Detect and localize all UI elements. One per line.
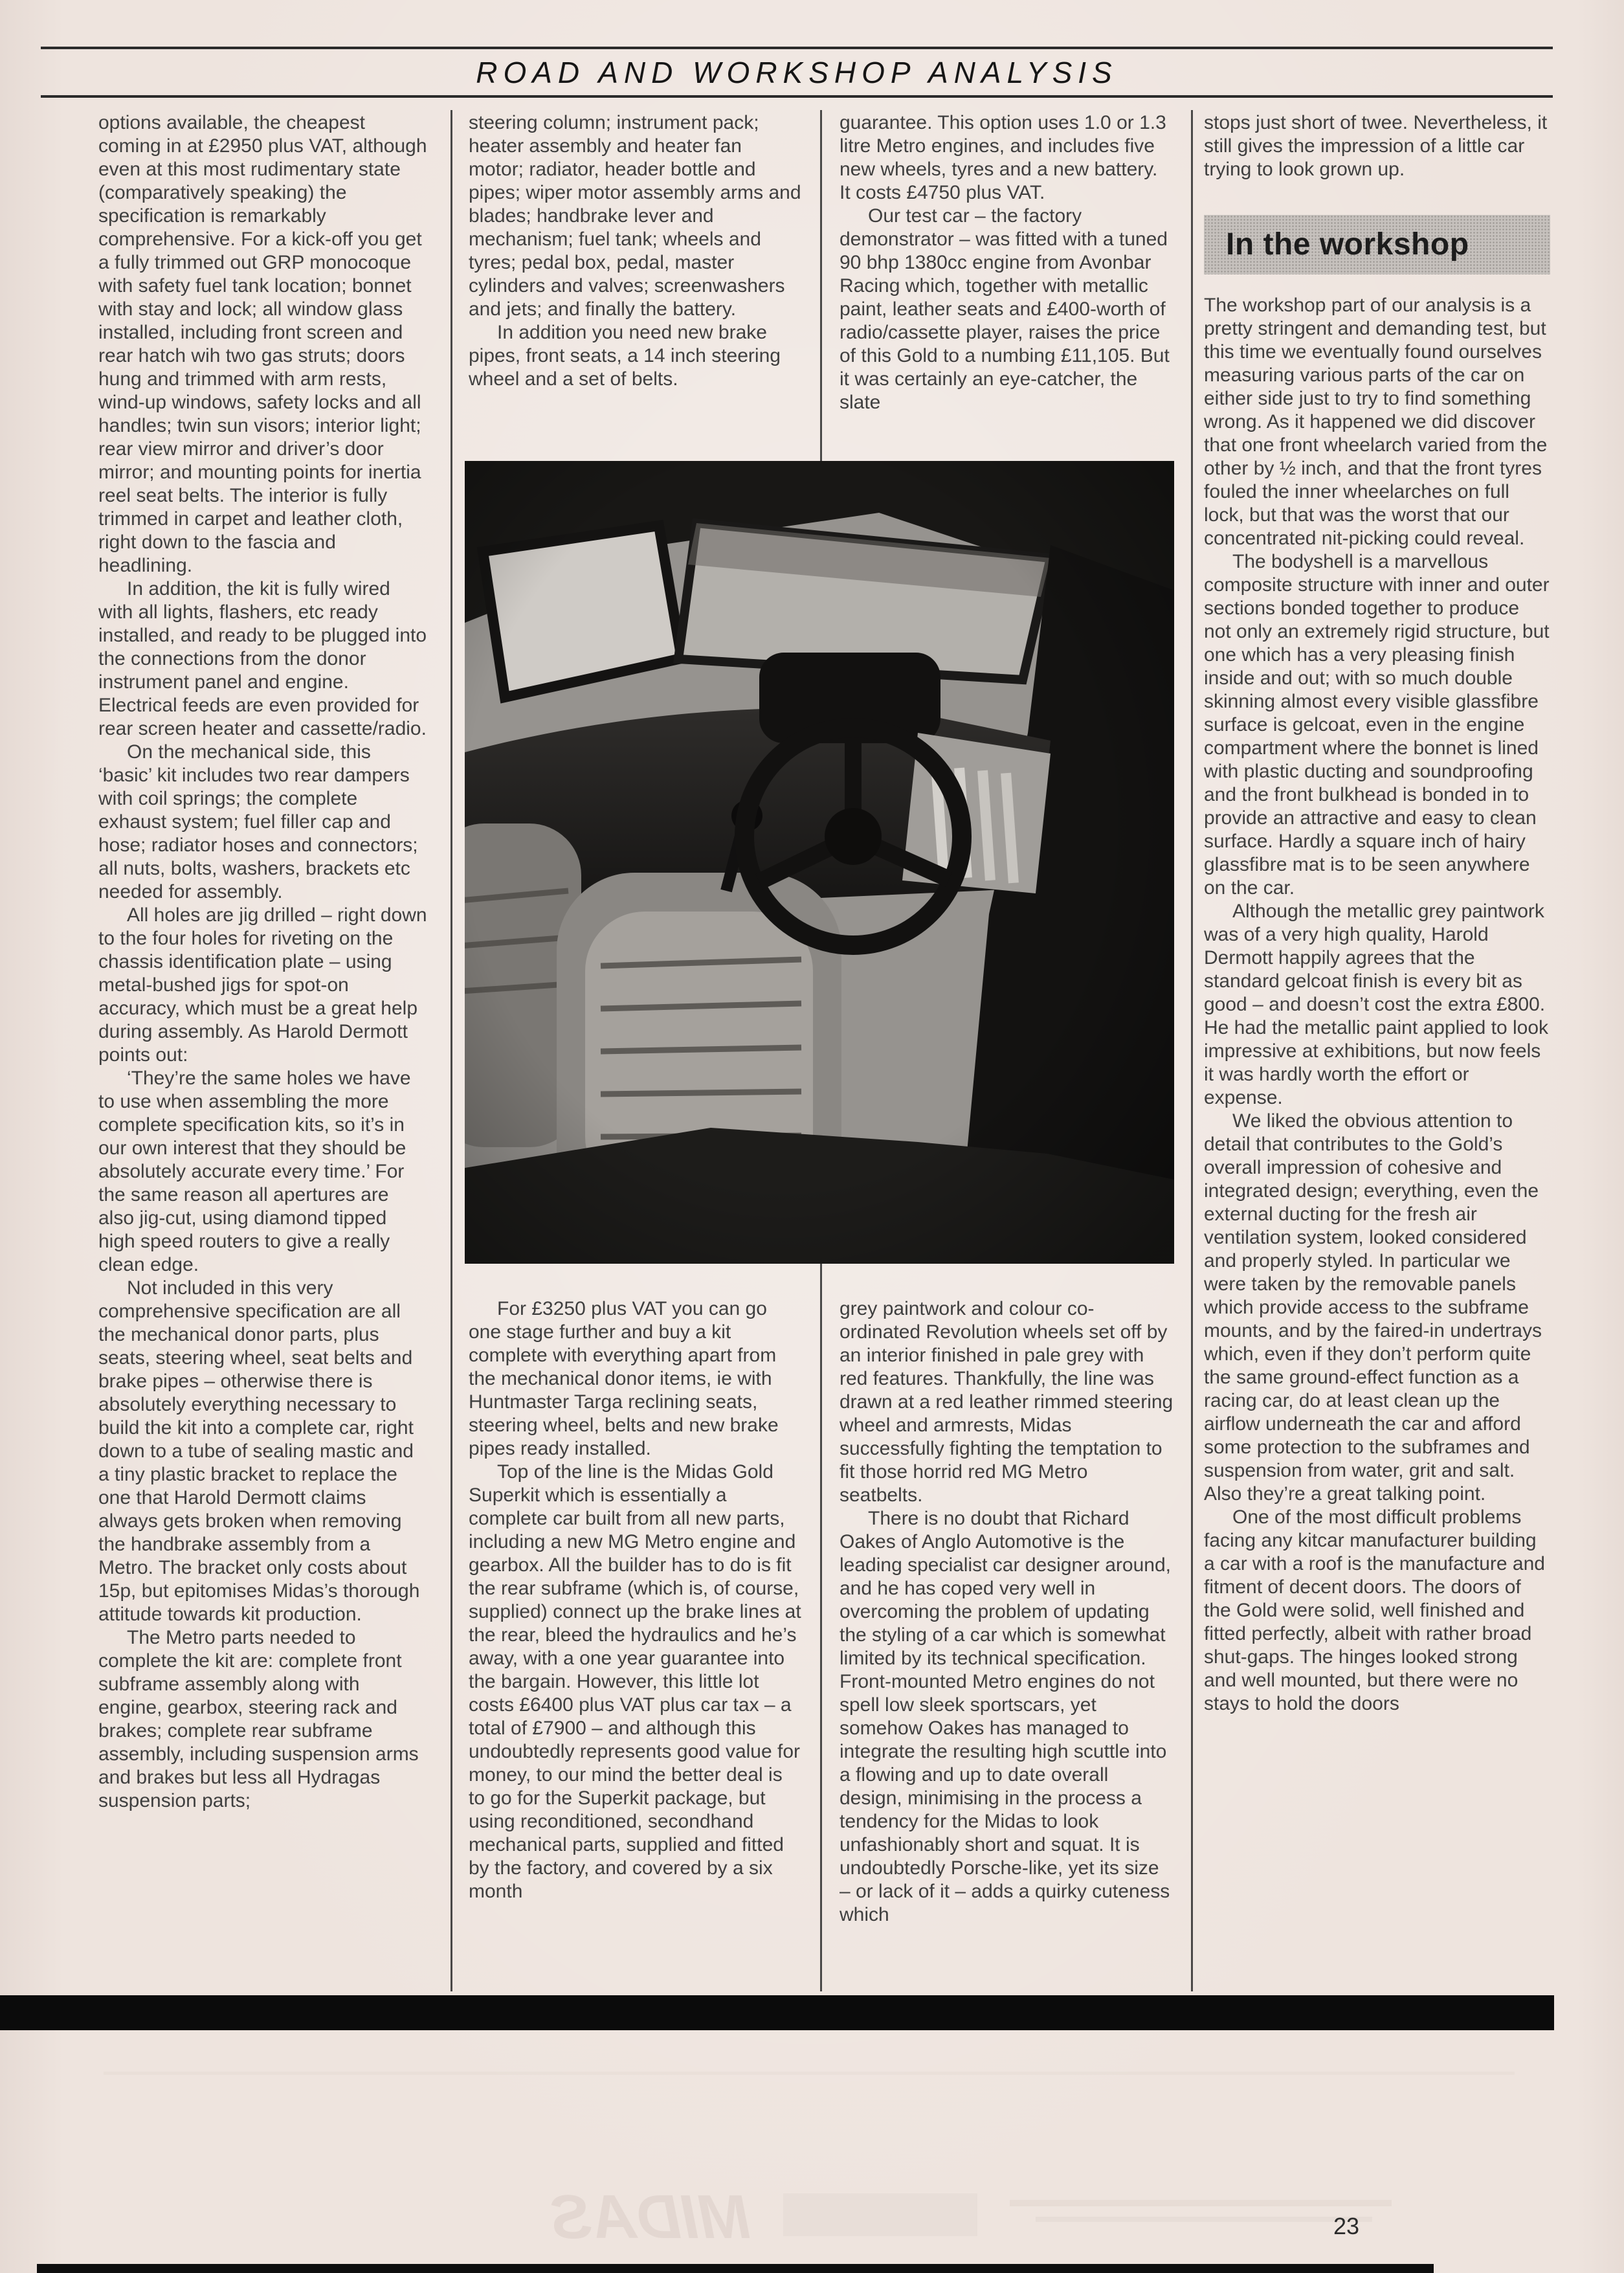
section-heading: In the workshop bbox=[1226, 227, 1469, 262]
paragraph: One of the most difficult problems facing any kitcar manufacturer building a car with a roof is the manufacture and fitment of decent doors. The doors of the Gold were solid, well finished and fitted perfectly, albeit with rather broad shut-gaps. The hinges looked strong and well mounted, but there were no stays to hold the doors bbox=[1204, 1506, 1545, 1714]
header-rule-bottom bbox=[41, 95, 1553, 98]
column-4 bbox=[1204, 111, 1550, 1989]
column-2-top bbox=[469, 111, 801, 458]
paragraph: options available, the cheapest coming in at £2950 plus VAT, although even at this most rudimentary state (comparatively speaking) the specification is remarkably comprehensive. For a kick-off you get a fully trimmed out GRP monocoque with safety fuel tank location; bonnet with stay and lock; all window glass installed, including front screen and rear hatch wih two gas struts; doors hung and trimmed with arm rests, wind-up windows, safety locks and all handles; twin sun visors; interior light; rear view mirror and driver’s door mirror; and mounting points for inertia reel seat belts. The interior is fully trimmed in carpet and leather cloth, right down to the fascia and headlining. bbox=[98, 112, 427, 576]
paragraph: steering column; instrument pack; heater assembly and heater fan motor; radiator, header bottle and pipes; wiper motor assembly arms and blades; handbrake lever and mechanism; fuel tank; wheels and tyres; pedal box, pedal, master cylinders and valves; screenwashers and jets; and finally the battery. bbox=[469, 112, 801, 320]
showthrough-smudge bbox=[1010, 2200, 1392, 2206]
showthrough-ghost: MIDAS bbox=[550, 2182, 751, 2252]
page-title: ROAD AND WORKSHOP ANALYSIS bbox=[476, 56, 1118, 89]
column-2-bottom bbox=[469, 1297, 801, 1990]
page-number: 23 bbox=[1333, 2213, 1360, 2239]
car-interior-illustration bbox=[465, 461, 1174, 1264]
bottom-edge-black-bar bbox=[37, 2264, 1434, 2273]
paragraph: We liked the obvious attention to detail that contributes to the Gold’s overall impression of cohesive and integrated design; everything, even the external ducting for the fresh air ventilation system, looked considered and properly styled. In particular we were taken by the removable panels which provide access to the subframe mounts, and by the faired-in undertrays which, even if they don’t perform quite the same ground-effect function as a racing car, do at least clean up the airflow underneath the car and afford some protection to the subframes and suspension from water, grit and salt. Also they’re a great talking point. bbox=[1204, 1110, 1542, 1505]
paragraph: Although the metallic grey paintwork was of a very high quality, Harold Dermott happily agrees that the standard gelcoat finish is every bit as good – and doesn’t cost the extra £800. He had the metallic paint applied to look impressive at exhibitions, but now feels it was hardly worth the effort or expense. bbox=[1204, 901, 1549, 1108]
paragraph: The bodyshell is a marvellous composite structure with inner and outer sections bonded together to produce not only an extremely rigid structure, but one which has a very pleasing finish inside and out; with so much double skinning almost every visible glassfibre surface is gelcoat, even in the engine compartment where the bonnet is lined with plastic ducting and soundproofing and the front bulkhead is bonded in to provide an attractive and easy to clean surface. Hardly a square inch of hairy glassfibre mat is to be seen anywhere on the car. bbox=[1204, 551, 1550, 899]
paragraph: grey paintwork and colour co-ordinated Revolution wheels set off by an interior finished in pale grey with red features. Thankfully, the line was drawn at a red leather rimmed steering wheel and armrests, Midas successfully fighting the temptation to fit those horrid red MG Metro seatbelts. bbox=[840, 1298, 1174, 1506]
paragraph: There is no doubt that Richard Oakes of Anglo Automotive is the leading specialist car designer around, and he has coped very well in overcoming the problem of updating the styling of a car which is somewhat limited by its technical specification. Front-mounted Metro engines do not spell low sleek sportscars, yet somehow Oakes has managed to integrate the resulting high scuttle into a flowing and up to date overall design, minimising in the process a tendency for the Midas to look unfashionably short and squat. It is undoubtedly Porsche-like, yet its size – or lack of it – adds a quirky cuteness which bbox=[840, 1508, 1171, 1925]
paragraph: On the mechanical side, this ‘basic’ kit includes two rear dampers with coil springs; the complete exhaust system; fuel filler cap and hose; radiator hoses and connectors; all nuts, bolts, washers, brackets etc needed for assembly. bbox=[98, 741, 418, 902]
paragraph: ‘They’re the same holes we have to use when assembling the more complete specification kits, so it’s in our own interest that they should be absolutely accurate every time.’ For the same reason all apertures are also jig-cut, using diamond tipped high speed routers to give a really clean edge. bbox=[98, 1068, 411, 1275]
column-divider bbox=[450, 110, 452, 1991]
paragraph: The workshop part of our analysis is a pretty stringent and demanding test, but this time we eventually found ourselves measuring various parts of the car on either side just to try to find something wrong. As it happened we did discover that one front wheelarch varied from the other by ½ inch, and that the front tyres fouled the inner wheelarches on full lock, but that was the worst that our concentrated nit-picking could reveal. bbox=[1204, 295, 1548, 549]
paragraph: In addition you need new brake pipes, front seats, a 14 inch steering wheel and a set of belts. bbox=[469, 322, 781, 390]
showthrough-smudge bbox=[104, 2072, 1515, 2075]
column-3-top bbox=[840, 111, 1174, 458]
column-3-bottom bbox=[840, 1297, 1174, 1990]
header-rule-top bbox=[41, 47, 1553, 49]
paragraph: Not included in this very comprehensive specification are all the mechanical donor parts, plus seats, steering wheel, seat belts and brake pipes – otherwise there is absolutely everything necessary to build the kit into a complete car, right down to a tube of sealing mastic and a tiny plastic bracket to replace the one that Harold Dermott claims always gets broken when removing the handbrake assembly from a Metro. The bracket only costs about 15p, but epitomises Midas’s thorough attitude towards kit production. bbox=[98, 1277, 420, 1625]
paragraph: All holes are jig drilled – right down to the four holes for riveting on the chassis identification plate – using metal-bushed jigs for spot-on accuracy, which must be a great help during assembly. As Harold Dermott points out: bbox=[98, 904, 427, 1066]
column-divider bbox=[1191, 110, 1193, 1991]
showthrough-smudge bbox=[783, 2193, 977, 2236]
car-interior-photo bbox=[465, 461, 1174, 1264]
paragraph: Our test car – the factory demonstrator – was fitted with a tuned 90 bhp 1380cc engine from Avonbar Racing which, together with metallic paint, leather seats and £400-worth of radio/cassette player, raises the price of this Gold to a numbing £11,105. But it was certainly an eye-catcher, the slate bbox=[840, 205, 1170, 413]
paragraph: stops just short of twee. Nevertheless, it still gives the impression of a little car trying to look grown up. bbox=[1204, 112, 1548, 180]
column-1 bbox=[98, 111, 427, 1989]
paragraph: In addition, the kit is fully wired with all lights, flashers, etc ready installed, and ready to be plugged into the connections from the donor instrument panel and engine. Electrical feeds are even provided for rear screen heater and cassette/radio. bbox=[98, 578, 427, 739]
paragraph: The Metro parts needed to complete the kit are: complete front subframe assembly along with engine, gearbox, steering rack and brakes; complete rear subframe assembly, including suspension arms and brakes but less all Hydragas suspension parts; bbox=[98, 1627, 419, 1811]
paragraph: guarantee. This option uses 1.0 or 1.3 litre Metro engines, and includes five new wheels, tyres and a new battery. It costs £4750 plus VAT. bbox=[840, 112, 1166, 203]
footer-black-bar bbox=[0, 1995, 1554, 2030]
showthrough-smudge bbox=[1036, 2217, 1372, 2222]
section-heading-bar bbox=[1204, 215, 1550, 274]
paragraph: Top of the line is the Midas Gold Superkit which is essentially a complete car built from all new parts, including a new MG Metro engine and gearbox. All the builder has to do is fit the rear subframe (which is, of course, supplied) connect up the brake lines at the rear, bleed the hydraulics and he’s away, with a one year guarantee into the bargain. However, this little lot costs £6400 plus VAT plus car tax – a total of £7900 – and although this undoubtedly represents good value for money, to our mind the better deal is to go for the Superkit package, but using reconditioned, secondhand mechanical parts, supplied and fitted by the factory, and covered by a six month bbox=[469, 1461, 801, 1902]
paragraph: For £3250 plus VAT you can go one stage further and buy a kit complete with everything apart from the mechanical donor items, ie with Huntmaster Targa reclining seats, steering wheel, belts and new brake pipes ready installed. bbox=[469, 1298, 779, 1459]
